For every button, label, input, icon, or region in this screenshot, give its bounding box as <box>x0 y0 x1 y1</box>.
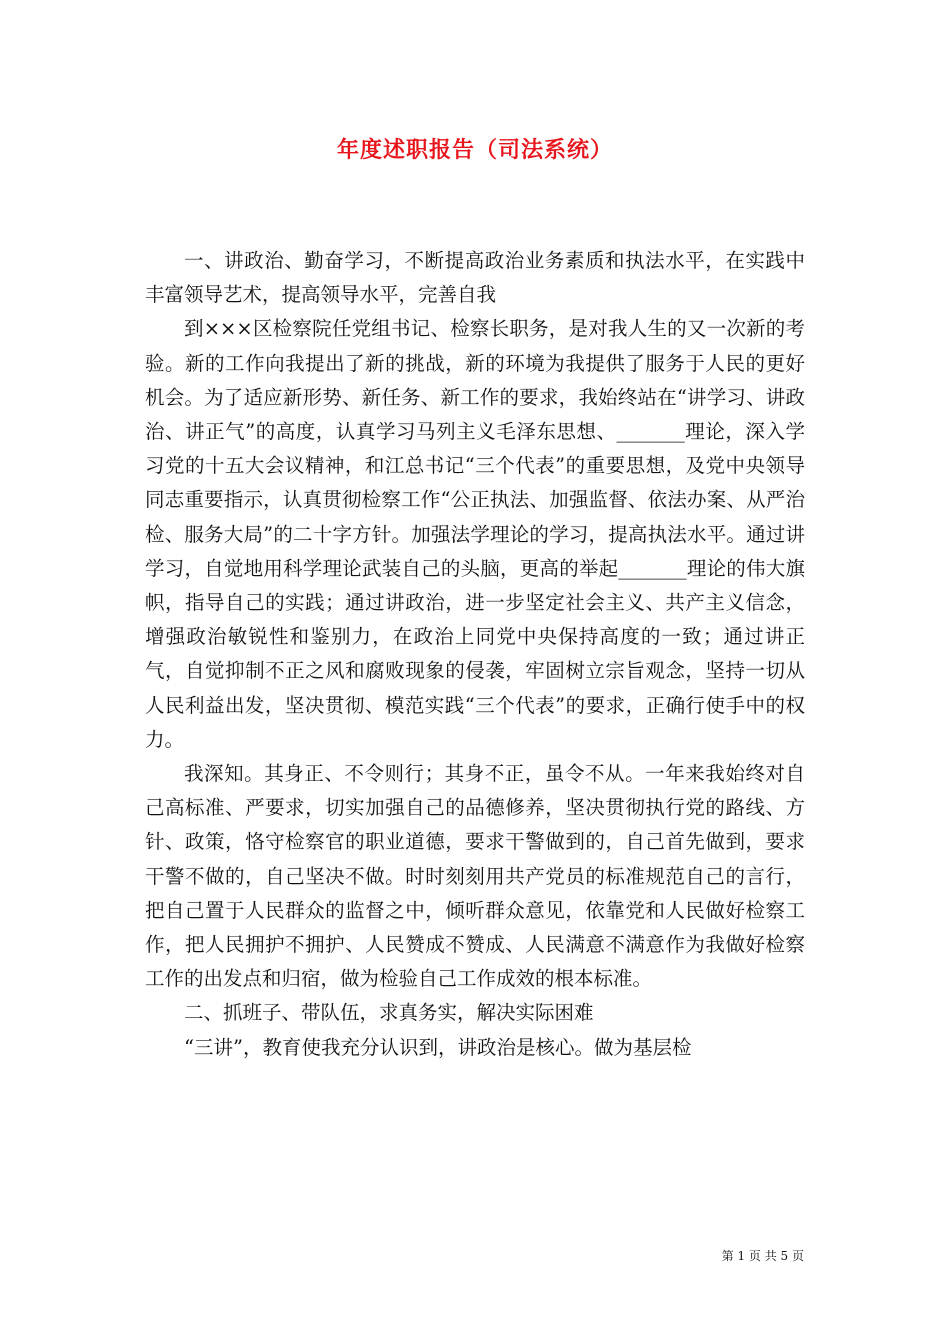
paragraph-section-two-heading: 二、抓班子、带队伍，求真务实，解决实际困难 <box>184 1001 594 1025</box>
paragraph-self-discipline: 我深知。其身正、不令则行；其身不正，虽令不从。一年来我始终对自己高标准、严要求，切实加强自己的品德修养，坚决贯彻执行党的路线、方针、政策，恪守检察官的职业道德，要求干警做到的，自己首先做到，要求干警不做的，自己坚决不做。时时刻刻用共产党员的标准规范自己的言行，把自己置于人民群众的监督之中，倾听群众意见，依靠党和人民做好检察工作，把人民拥护不拥护、人民赞成不赞成、人民满意不满意作为我做好检察工作的出发点和归宿，做为检验自己工作成效的根本标准。 <box>145 762 805 991</box>
paragraph-study-politics: 到×××区检察院任党组书记、检察长职务，是对我人生的又一次新的考验。新的工作向我提出了新的挑战，新的环境为我提供了服务于人民的更好机会。为了适应新形势、新任务、新工作的要求，我始终站在“讲学习、讲政治、讲正气”的高度，认真学习马列主义毛泽东思想、_______理论，深入学习党的十五大会议精神，和江总书记“三个代表”的重要思想，及党中央领导同志重要指示，认真贯彻检察工作“公正执法、加强监督、依法办案、从严治检、服务大局”的二十字方针。加强法学理论的学习，提高执法水平。通过讲学习，自觉地用科学理论武装自己的头脑，更高的举起_______理论的伟大旗帜，指导自己的实践；通过讲政治，进一步坚定社会主义、共产主义信念，增强政治敏锐性和鉴别力，在政治上同党中央保持高度的一致；通过讲正气，自觉抑制不正之风和腐败现象的侵袭，牢固树立宗旨观念，坚持一切从人民利益出发，坚决贯彻、模范实践“三个代表”的要求，正确行使手中的权力。 <box>145 317 805 751</box>
page-number-footer: 第 1 页 共 5 页 <box>721 1249 804 1263</box>
paragraph-three-talks: “三讲”，教育使我充分认识到，讲政治是核心。做为基层检 <box>184 1035 692 1059</box>
document-title: 年度述职报告（司法系统） <box>336 138 613 163</box>
paragraph-section-one-heading: 一、讲政治、勤奋学习，不断提高政治业务素质和执法水平，在实践中丰富领导艺术，提高领导水平，完善自我 <box>145 249 805 307</box>
document-body <box>145 244 805 1065</box>
